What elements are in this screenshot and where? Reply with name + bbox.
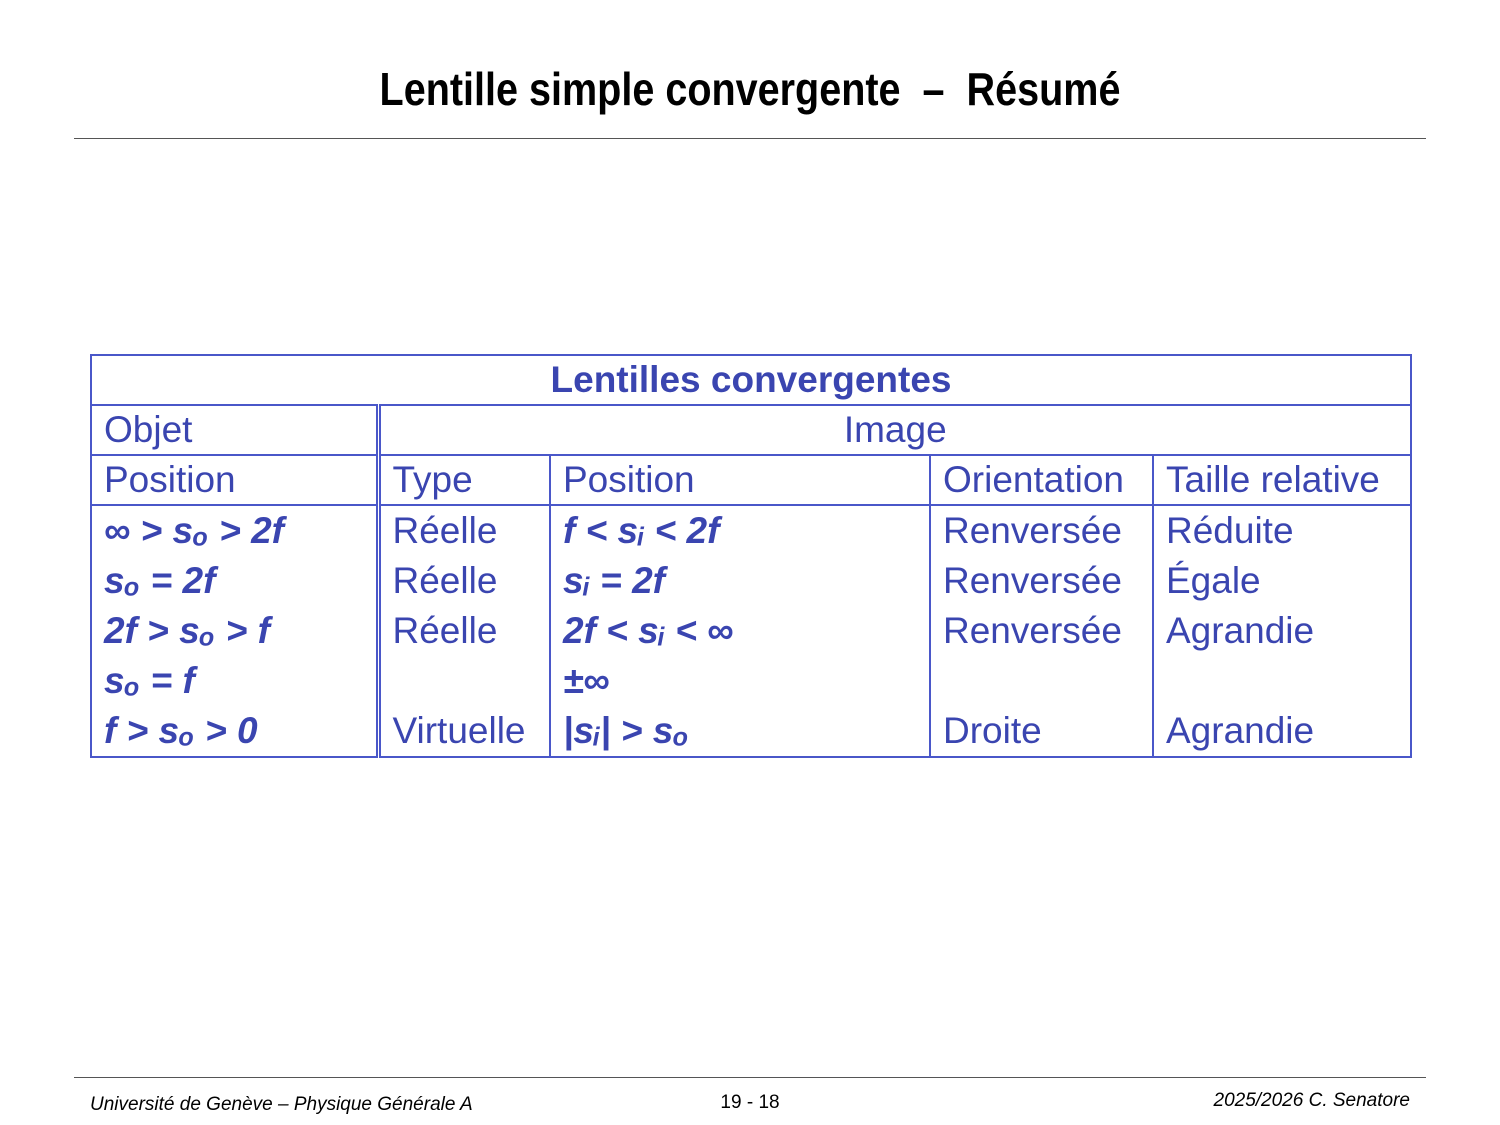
relative-size-cell bbox=[1153, 656, 1411, 706]
orientation-cell: Renversée bbox=[930, 505, 1153, 556]
relative-size-cell: Agrandie bbox=[1153, 706, 1411, 757]
type-cell: Virtuelle bbox=[378, 706, 550, 757]
orientation-cell: Renversée bbox=[930, 606, 1153, 656]
object-position-cell: sₒ = 2f bbox=[104, 560, 216, 601]
column-header-relative-size: Taille relative bbox=[1153, 455, 1411, 505]
image-position-cell: |sᵢ| > sₒ bbox=[550, 706, 930, 757]
column-header-orientation: Orientation bbox=[930, 455, 1153, 505]
image-position-cell: ±∞ bbox=[550, 656, 930, 706]
column-header-type: Type bbox=[378, 455, 550, 505]
relative-size-cell: Réduite bbox=[1153, 505, 1411, 556]
type-cell: Réelle bbox=[378, 505, 550, 556]
type-cell: Réelle bbox=[378, 606, 550, 656]
footer-institution: Université de Genève – Physique Générale A bbox=[90, 1094, 473, 1115]
table-row bbox=[91, 505, 1411, 556]
footer-page-number: 19 - 18 bbox=[720, 1092, 780, 1113]
object-position-cell: f > sₒ > 0 bbox=[104, 710, 258, 751]
image-position-cell: 2f < sᵢ < ∞ bbox=[550, 606, 930, 656]
column-header-object-position: Position bbox=[91, 455, 378, 505]
object-position-cell: 2f > sₒ > f bbox=[104, 610, 270, 651]
lens-summary-table bbox=[90, 354, 1412, 758]
group-header-object: Objet bbox=[91, 405, 378, 455]
type-cell: Réelle bbox=[378, 556, 550, 606]
group-header-image: Image bbox=[378, 405, 1411, 455]
object-position-cell: sₒ = f bbox=[104, 660, 195, 701]
relative-size-cell: Agrandie bbox=[1153, 606, 1411, 656]
orientation-cell: Droite bbox=[930, 706, 1153, 757]
footer-year-author: 2025/2026 C. Senatore bbox=[1213, 1090, 1410, 1111]
table-row bbox=[91, 706, 1411, 757]
type-cell bbox=[378, 656, 550, 706]
table-caption: Lentilles convergentes bbox=[91, 355, 1411, 405]
image-position-cell: sᵢ = 2f bbox=[550, 556, 930, 606]
column-header-image-position: Position bbox=[550, 455, 930, 505]
image-position-cell: f < sᵢ < 2f bbox=[550, 505, 930, 556]
object-position-cell: ∞ > sₒ > 2f bbox=[104, 510, 284, 551]
footer-divider bbox=[74, 1077, 1426, 1078]
table-row bbox=[91, 606, 1411, 656]
orientation-cell bbox=[930, 656, 1153, 706]
orientation-cell: Renversée bbox=[930, 556, 1153, 606]
title-divider bbox=[74, 138, 1426, 139]
table-row bbox=[91, 656, 1411, 706]
table-row bbox=[91, 556, 1411, 606]
relative-size-cell: Égale bbox=[1153, 556, 1411, 606]
slide-title: Lentille simple convergente – Résumé bbox=[379, 63, 1121, 115]
